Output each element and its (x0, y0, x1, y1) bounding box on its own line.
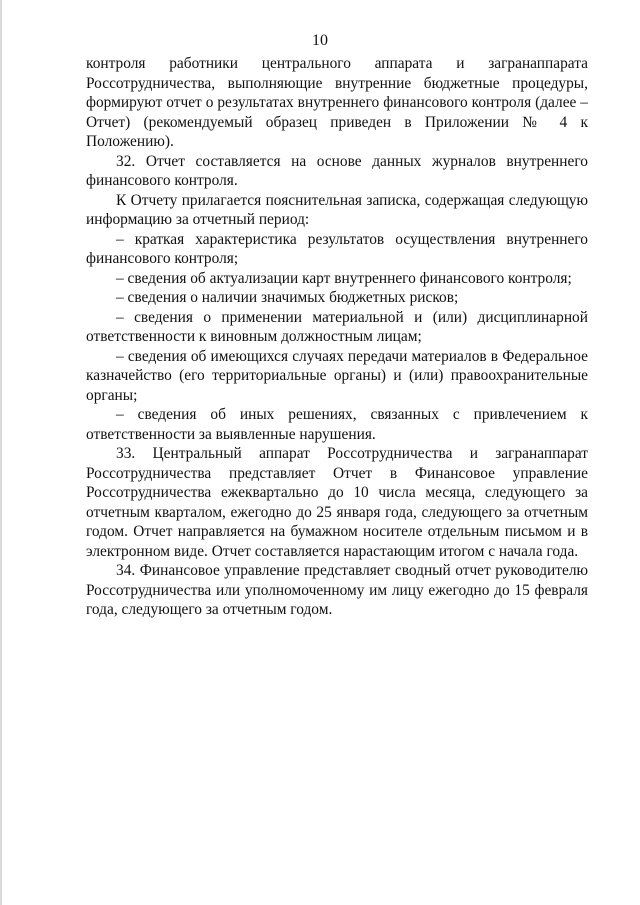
paragraph-32: 32. Отчет составляется на основе данных журналов внутреннего финансового контроля. (86, 152, 588, 189)
list-item-liability: – сведения о применении материальной и (или) дисциплинарной ответственности к виновным должностным лицам; (86, 308, 588, 345)
list-item-budget-risks: – сведения о наличии значимых бюджетных рисков; (116, 289, 459, 306)
paragraph-34: 34. Финансовое управление представляет сводный отчет руководителю Россотрудничества или уполномоченному им лицу ежегодно до 15 февраля года, следующего за отчетным годом. (86, 562, 588, 618)
paragraph-explanatory-note: К Отчету прилагается пояснительная записка, содержащая следующую информацию за отчетный период: (86, 191, 588, 228)
list-item-other-decisions: – сведения об иных решениях, связанных с привлечением к ответственности за выявленные нарушения. (86, 406, 588, 443)
list-item-control-maps: – сведения об актуализации карт внутреннего финансового контроля; (116, 269, 572, 287)
scan-edge (0, 0, 2, 905)
paragraph-33: 33. Центральный аппарат Россотрудничества и загранаппарат Россотрудничества представляет Отчет в Финансовое управление Россотрудничества ежеквартально до 10 числа месяца, следующего за отчетным кварталом, ежегодно до 25 января года, следующего за отчетным годом. Отчет направляется на бумажном носителе отдельным письмом и в электронном виде. Отчет составляется нарастающим итогом с начала года. (86, 445, 588, 560)
page-number: 10 (312, 32, 328, 49)
list-item-results-summary: – краткая характеристика результатов осуществления внутреннего финансового контроля; (86, 230, 588, 267)
document-body (86, 54, 588, 620)
paragraph-control-report-intro: контроля работники центрального аппарата и загранаппарата Россотрудничества, выполняющие внутренние бюджетные процедуры, формируют отчет о результатах внутреннего финансового контроля (далее – Отчет) (рекомендуемый образец приведен в Приложении № 4 к Положению). (86, 55, 588, 150)
list-item-materials-transfer: – сведения об имеющихся случаях передачи материалов в Федеральное казначейство (его территориальные органы) и (или) правоохранительные органы; (86, 347, 588, 404)
